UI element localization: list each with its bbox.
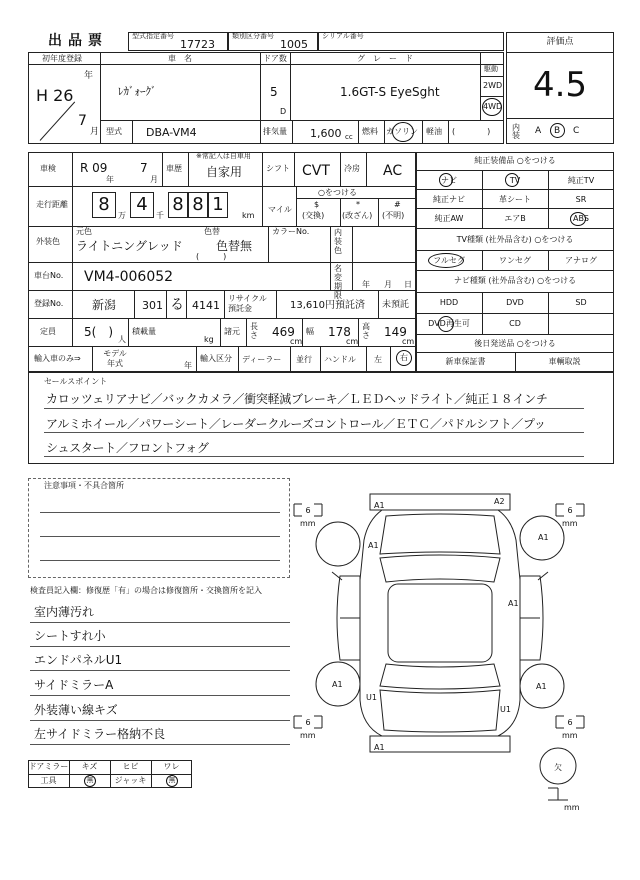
handle-label: ハンドル [324,355,356,364]
mark-rear-right-u1: U1 [500,705,511,714]
sales-points-line-3: シュスタート／フロントフォグ [46,441,209,455]
fuel-label: 燃料 [362,127,378,136]
caution-label: 注意事項・不具合箇所 [44,481,124,490]
original-color-label: 元色 [76,227,92,236]
import-cat-label: 輸入区分 [200,354,232,363]
displacement-label: 排気量 [263,127,287,136]
capacity-value: 5( ) [84,325,113,339]
exterior-color-value: ライトニングレッド [76,239,183,253]
inspection-month: 7 [140,161,148,175]
mileage-label: 走行距離 [36,200,68,209]
serial-label: シリアル番号 [322,32,364,40]
tire-unit-rr: mm [562,731,578,740]
score-value: 4.5 [532,65,588,105]
navi-sd: SD [575,298,587,307]
recycle-label: リサイクル預託金 [228,294,267,313]
mark-rear-bumper-a1: A1 [374,743,385,752]
year-unit: 年 [84,71,94,81]
tire-unit-fl: mm [300,519,316,528]
parallel-option: 並行 [296,355,312,364]
interior-label: 内装 [512,123,520,140]
mileage-digit-2: 4 [136,194,148,215]
option-r3c3: ABS [573,214,589,223]
load-label: 積載量 [132,327,156,336]
option-r3c1: 純正AW [434,214,464,223]
import-year-unit: 年 [184,361,192,370]
length-label: 長さ [250,322,258,340]
height-label: 高さ [362,322,370,340]
mile-label: マイル [268,205,292,214]
doors-value: 5 [270,85,278,99]
tire-depth-fl: 6 [305,506,311,515]
car-condition-diagram [290,480,614,810]
dim-label: 諸元 [224,327,240,336]
registration-kana: る [170,297,184,313]
interior-b: B [554,126,561,136]
repaint-value: 色替無 [216,239,253,253]
exterior-color-label: 外装色 [36,237,60,246]
first-reg-label: 初年度登録 [42,54,82,63]
chassis-value: VM4-006052 [84,269,174,285]
mark-right-door: A1 [508,599,519,608]
tv-item-3: アナログ [565,256,597,265]
spare-unit: mm [564,803,580,810]
sales-points-label: セールスポイント [44,377,108,386]
grade-label: グ レ ー ド [357,54,413,63]
note-item-2: シートすれ小 [34,629,106,643]
form-title: 出品票 [48,33,108,49]
inspection-note: ※常記入は自車用 [196,152,251,160]
displacement-unit: cc [345,133,353,141]
mark-rear-right-tire: A1 [536,682,547,691]
shift-label: シフト [266,164,290,173]
ac-label: 冷房 [344,164,360,173]
mileage-circle-note: ○をつける [318,188,357,197]
option-r1c1: ナビ [441,176,457,185]
mileage-digit-3: 8 [172,194,184,215]
mark-front-bumper-a1: A1 [374,501,385,510]
legend-h4: ワレ [163,762,180,771]
chassis-label: 車台No. [34,271,64,280]
mark-front-bumper-a2: A2 [494,497,505,506]
length-value: 469 [272,325,295,339]
type-designation-label: 型式指定番号 [132,32,174,40]
registration-area: 新潟 [92,298,117,312]
drive-2wd: 2WD [483,81,503,90]
model-value: DBA-VM4 [146,126,197,139]
tire-unit-fr: mm [562,519,578,528]
navi-hdd: HDD [439,298,459,307]
tire-unit-rl: mm [300,731,316,740]
height-cm: cm [402,337,415,346]
score-label: 評価点 [546,37,574,47]
mileage-hash: # [394,200,401,209]
drive-label: 駆動 [484,65,498,73]
tv-item-1: フルセグ [433,256,465,265]
vehicle-use-value: 自家用 [206,165,243,179]
tire-depth-rr: 6 [567,718,573,727]
navi-cd: CD [509,319,521,328]
sales-points-line-1: カロッツェリアナビ／バックカメラ／衝突軽減ブレーキ／ＬＥＤヘッドライト／純正１８インチ [46,392,548,406]
later-header: 後日発送品 ○をつける [474,339,556,348]
note-item-1: 室内薄汚れ [34,605,95,619]
tv-item-2: ワンセグ [499,256,531,265]
legend-r3: ジャッキ [114,776,147,785]
inspection-era: R 09 [80,161,108,175]
tv-header: TV種類 (社外品含む) ○をつける [456,235,574,244]
note-item-5: 外装薄い線キズ [34,703,118,717]
mileage-digit-4: 8 [192,194,204,215]
repaint-paren: ( ) [196,252,227,261]
vehicle-use-label: 車歴 [166,164,182,173]
legend-h1: ドアミラー [28,762,69,771]
handle-right: 右 [400,353,408,362]
option-r1c2: TV [509,176,521,185]
chassis-month-unit: 月 [384,280,392,289]
mileage-asterisk: * [356,200,360,209]
genuine-header: 純正装備品 ○をつける [474,156,556,165]
car-name-value: ﾚｶﾞｫｰｸﾞ [118,85,157,98]
note-item-4: サイドミラーA [34,678,114,692]
mileage-sen: 千 [156,211,164,220]
fuel-other: ( ) [452,127,491,136]
displacement-value: 1,600 [310,127,342,140]
dealer-option: ディーラー [242,355,282,364]
capacity-label: 定員 [40,327,56,336]
jack-absent-glyph: 無 [168,776,176,784]
mileage-km: km [242,211,255,220]
tool-absent-glyph: 無 [86,776,94,784]
spare-tire-label: 欠 [554,763,562,772]
later-warranty: 新車保証書 [445,357,486,366]
registration-label: 登録No. [34,299,64,308]
model-year-label: モデル年式 [103,349,127,368]
registration-number: 4141 [192,299,220,312]
category-value: 1005 [280,38,308,51]
mark-rear-left-tire: A1 [332,680,343,689]
mark-front-right-tire: A1 [538,533,549,542]
mileage-digit-1: 8 [98,194,110,215]
mileage-dollar: $ [314,200,320,209]
car-name-label: 車 名 [168,54,192,63]
navi-dvd: DVD [506,298,524,307]
registration-class: 301 [142,299,163,312]
later-manual: 車輌取説 [548,357,581,366]
color-no-label: カラーNo. [272,227,310,236]
note-item-6: 左サイドミラー格納不良 [34,727,166,741]
drive-4wd: 4WD [483,102,503,111]
mileage-digit-5: 1 [212,194,224,215]
name-change-label: 名変期限 [334,264,342,300]
length-cm: cm [290,337,303,346]
legend-h3: ヒビ [122,762,139,771]
mark-front-left-fender: A1 [368,541,379,550]
mileage-unknown: (不明) [382,211,405,220]
first-reg-month: 7 [78,113,87,129]
interior-c: C [573,126,580,136]
doors-sub: D [280,107,287,116]
navi-dvd-play: DVD再生可 [428,319,470,328]
shift-value: CVT [302,163,330,179]
legend-r1: 工具 [40,776,57,785]
capacity-person-unit: 人 [118,335,126,344]
type-designation-value: 17723 [180,38,215,51]
option-r2c3: SR [575,195,587,204]
option-r1c3: 純正TV [567,176,595,185]
grade-value: 1.6GT-S EyeSght [340,85,440,99]
model-label: 型式 [106,127,122,136]
width-label: 幅 [306,327,314,336]
navi-header: ナビ種類 (社外品含む) ○をつける [453,276,577,285]
option-r2c2: 革シート [499,195,531,204]
fuel-gasoline: ガソリン [386,127,418,136]
load-kg: kg [204,335,214,344]
inspection-month-unit: 月 [150,175,158,184]
option-r3c2: エアB [504,214,526,223]
repaint-label: 色替 [204,227,220,236]
mileage-man: 万 [118,211,126,220]
chassis-day-unit: 日 [404,280,412,289]
legend-h2: キズ [81,762,98,771]
recycle-value: 13,610円預託済 [290,300,365,311]
mark-rear-left-u1: U1 [366,693,377,702]
handle-left: 左 [374,355,382,364]
chassis-year-unit: 年 [362,280,370,289]
width-value: 178 [328,325,351,339]
inspection-label: 車検 [40,164,56,173]
tire-depth-rl: 6 [305,718,311,727]
inspection-year-unit: 年 [106,175,114,184]
tire-depth-fr: 6 [567,506,573,515]
note-item-3: エンドパネルU1 [34,653,123,667]
recycle-status: 未預託 [382,300,410,310]
mileage-exchange: (交換) [302,211,325,220]
inspector-label: 検査員記入欄：修復歴「有」の場合は修復箇所・交換箇所を記入 [30,586,262,595]
sales-points-line-2: アルミホイール／パワーシート／レーダークルーズコントロール／ＥＴＣ／パドルシフト／プッ [46,417,546,431]
month-unit: 月 [90,127,100,137]
mileage-tamper: (改ざん) [342,211,373,220]
option-r2c1: 純正ナビ [433,195,465,204]
import-label: 輸入車のみ⇒ [34,354,81,363]
doors-label: ドア数 [263,54,287,63]
interior-a: A [535,126,542,136]
caution-box [28,478,290,578]
interior-color-label: 内装色 [334,228,342,255]
width-cm: cm [346,337,359,346]
category-label: 類別区分番号 [232,32,274,40]
ac-value: AC [383,163,403,179]
first-reg-year: H 26 [36,86,74,105]
height-value: 149 [384,325,407,339]
fuel-light-oil: 軽油 [426,127,442,136]
